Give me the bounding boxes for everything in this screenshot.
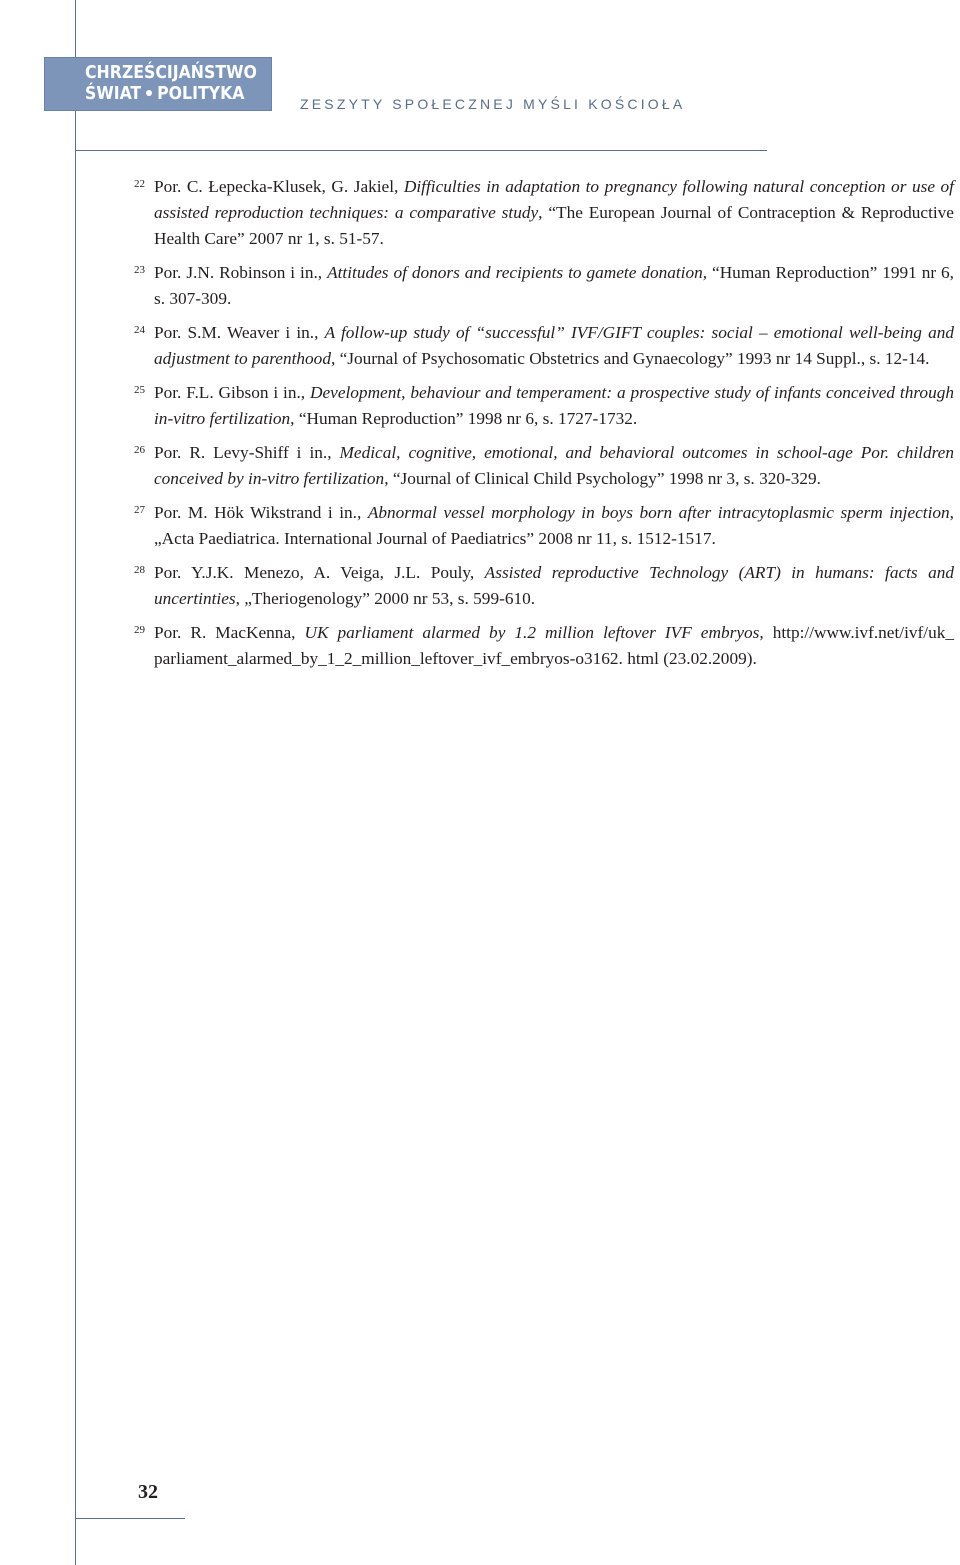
footnote-author: Por. J.N. Robinson i in., [154, 263, 328, 282]
footnote-number: 24 [134, 324, 145, 336]
footnote [128, 500, 954, 552]
footnote-text [154, 500, 954, 552]
footnote-number: 22 [134, 178, 145, 190]
footnote-text [154, 320, 954, 372]
footnote-text [154, 380, 954, 432]
footnote-author: Por. F.L. Gibson i in., [154, 383, 310, 402]
footnote-source: , “The European Journal of Contraception & Reproductive Health Care” 2007 nr 1, s. 51-57. [154, 203, 954, 248]
footnote-title: A follow-up study of “successful” IVF/GIFT couples: social – emotional well-being and adjustment to parenthood [154, 323, 954, 368]
footnote-text [154, 440, 954, 492]
logo-line-2 [85, 84, 271, 105]
header-horizontal-rule [75, 150, 767, 151]
footnote [128, 560, 954, 612]
footnote-source: , „Theriogenology” 2000 nr 53, s. 599-610. [235, 589, 536, 608]
footnote-number: 26 [134, 444, 145, 456]
footnote-title: Development, behaviour and temperament: a prospective study of infants conceived through in-vitro fertilization [154, 383, 954, 428]
footnote-author: Por. Y.J.K. Menezo, A. Veiga, J.L. Pouly, [154, 563, 485, 582]
footnote-text [154, 260, 954, 312]
footnote-number: 25 [134, 384, 145, 396]
page-number: 32 [138, 1481, 158, 1503]
footnote-author: Por. R. Levy-Shiff i in., [154, 443, 340, 462]
footnote-title: Attitudes of donors and recipients to gamete donation [327, 263, 703, 282]
logo-word-polityka: POLITYKA [157, 84, 245, 104]
footnote-source: , “Journal of Psychosomatic Obstetrics and Gynaecology” 1993 nr 14 Suppl., s. 12-14. [330, 349, 930, 368]
footnote-number: 28 [134, 564, 145, 576]
footnote [128, 320, 954, 372]
footnote [128, 174, 954, 252]
footnote-title: Difficulties in adaptation to pregnancy following natural conception or use of assisted reproduction techniques: a comparative study [154, 177, 954, 222]
footnote-number: 27 [134, 504, 145, 516]
footnote-number: 29 [134, 624, 145, 636]
margin-vertical-rule [75, 0, 76, 1565]
footnote [128, 440, 954, 492]
footnote-author: Por. C. Łepecka-Klusek, G. Jakiel, [154, 177, 404, 196]
footnote-text [154, 620, 954, 672]
footnote-source: , „Acta Paediatrica. International Journal of Paediatrics” 2008 nr 11, s. 1512-1517. [154, 503, 954, 548]
footnote-title: Abnormal vessel morphology in boys born after intracytoplasmic sperm injection [367, 503, 950, 522]
footnote-author: Por. M. Hök Wikstrand i in., [154, 503, 368, 522]
footnote-source: , “Journal of Clinical Child Psychology” 1998 nr 3, s. 320-329. [384, 469, 821, 488]
footnote-title: Assisted reproductive Technology (ART) in humans: facts and uncertinties [154, 563, 954, 608]
footnote-author: Por. S.M. Weaver i in., [154, 323, 325, 342]
footnote-number: 23 [134, 264, 145, 276]
journal-name: ZESZYTY SPOŁECZNEJ MYŚLI KOŚCIOŁA [300, 96, 686, 112]
footnote-source: , “Human Reproduction” 1991 nr 6, s. 307-309. [154, 263, 954, 308]
journal-logo [44, 57, 272, 111]
logo-line-1: CHRZEŚCIJAŃSTWO [85, 63, 257, 83]
logo-word-swiat: ŚWIAT [85, 84, 142, 104]
footer-horizontal-rule [75, 1518, 185, 1519]
footnote-text [154, 174, 954, 252]
footnote-text [154, 560, 954, 612]
footnote-title: Medical, cognitive, emotional, and behavioral outcomes in school-age Por. children conceived by in-vitro fertilization [154, 443, 954, 488]
footnote-source: , “Human Reproduction” 1998 nr 6, s. 1727-1732. [290, 409, 638, 428]
footnote [128, 380, 954, 432]
footnote [128, 620, 954, 672]
footnote-author: Por. R. MacKenna, [154, 623, 305, 642]
logo-dot-icon [146, 90, 152, 96]
footnotes-list [128, 174, 954, 680]
footnote-title: UK parliament alarmed by 1.2 million leftover IVF embryos [304, 623, 760, 642]
footnote-source: , http://www.ivf.net/ivf/uk_ parliament_alarmed_by_1_2_million_leftover_ivf_embryos-o3162. html (23.02.2009). [154, 623, 954, 668]
footnote [128, 260, 954, 312]
